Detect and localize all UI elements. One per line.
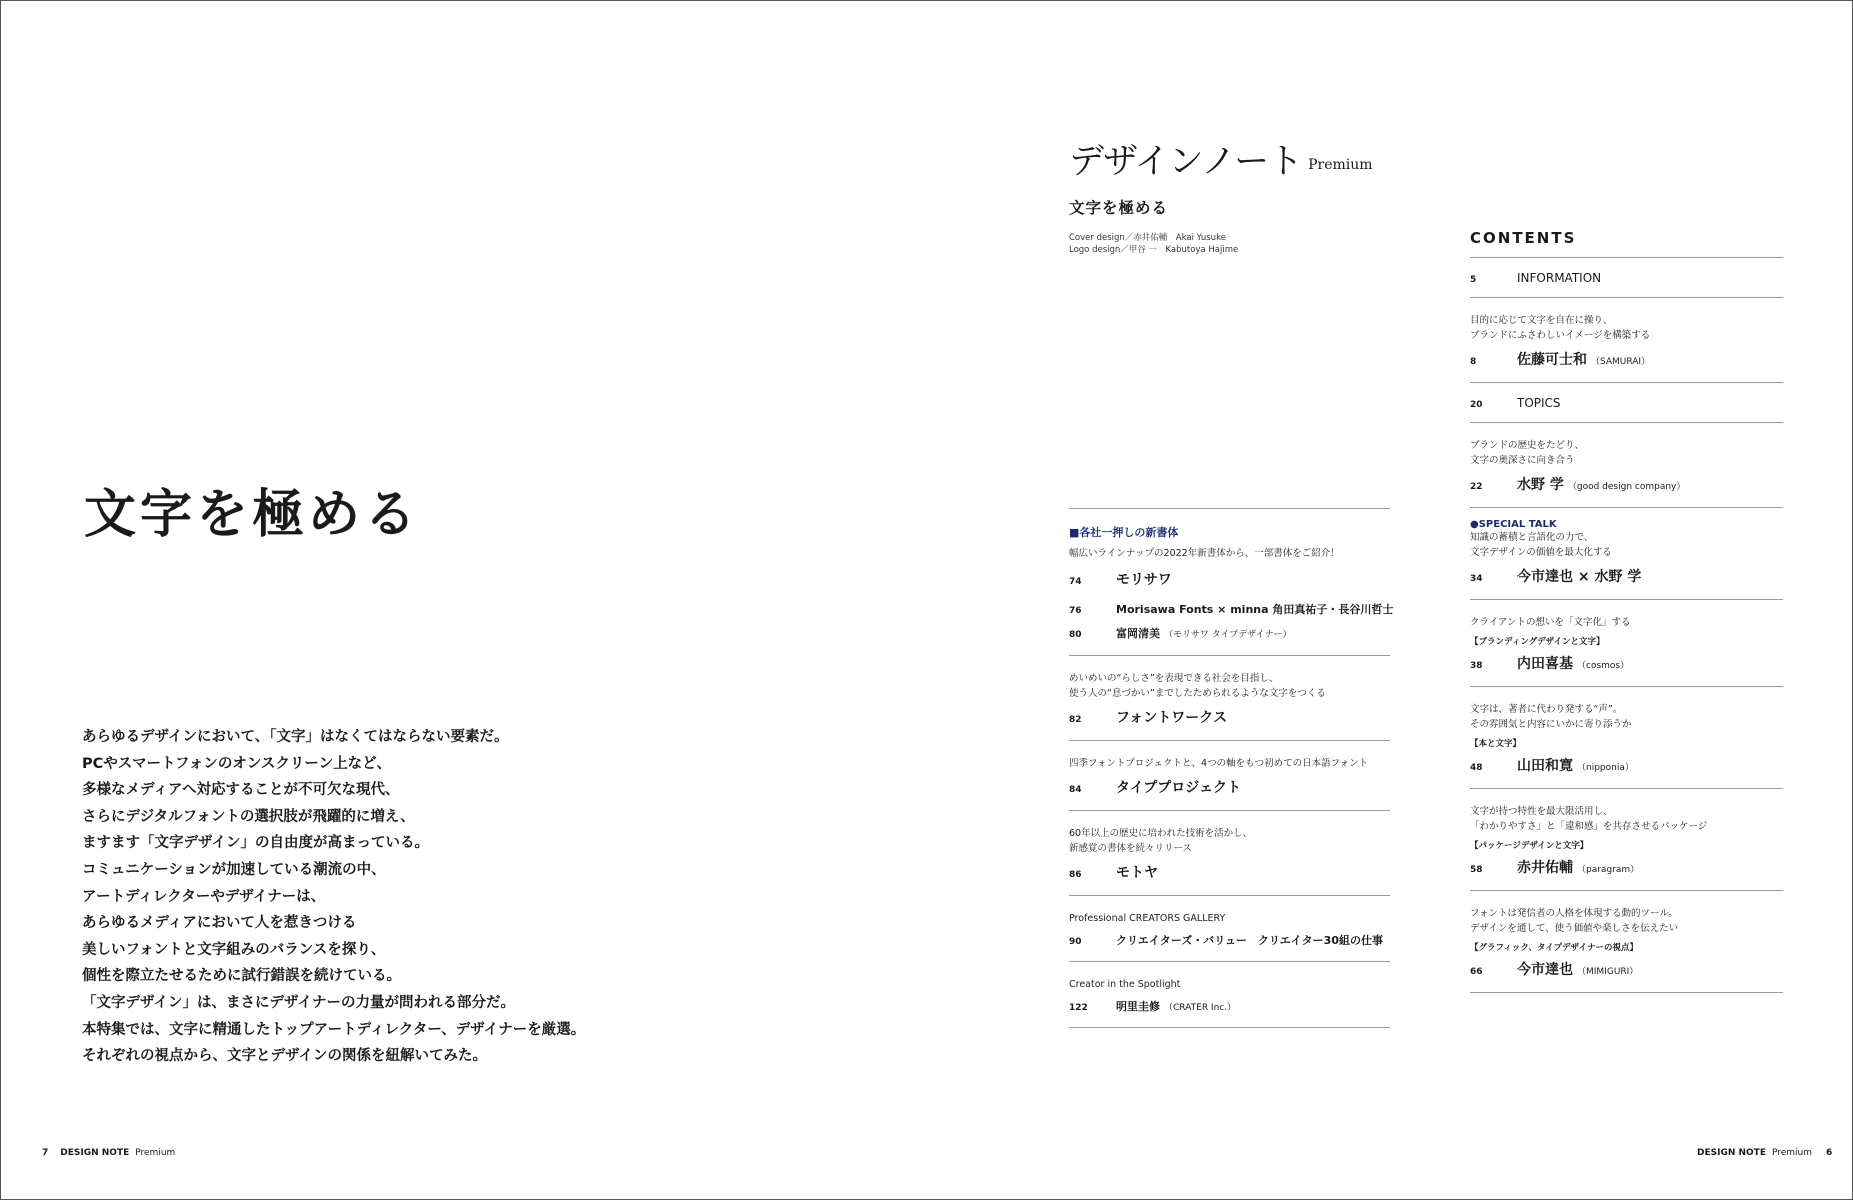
entry-description: Professional CREATORS GALLERY	[1069, 913, 1226, 924]
entry-description: 使う人の“息づかい”までしたためられるような文字をつくる	[1069, 688, 1326, 699]
toc-block	[1069, 962, 1390, 1027]
lead-line: あらゆるメディアにおいて人を惹きつける	[82, 915, 357, 932]
entry-name: モトヤ	[1116, 865, 1158, 881]
entry-page: 74	[1069, 577, 1082, 587]
toc-block	[1470, 600, 1783, 686]
entry-page: 5	[1470, 275, 1477, 285]
entry-page: 34	[1470, 574, 1483, 584]
entry-description: ブランドの歴史をたどり、	[1470, 440, 1585, 451]
entry-name: Morisawa Fonts × minna 角田真祐子・長谷川哲士	[1116, 603, 1394, 616]
entry-page: 90	[1069, 937, 1082, 947]
toc-entry[interactable]	[1069, 625, 1390, 641]
toc-block	[1470, 298, 1783, 382]
entry-name: 水野 学	[1517, 477, 1564, 493]
page-number: 6	[1826, 1148, 1833, 1158]
toc-entry[interactable]	[1470, 959, 1783, 979]
lead-line: 「文字デザイン」は、まさにデザイナーの力量が問われる部分だ。	[82, 994, 515, 1011]
toc-block	[1470, 423, 1783, 507]
entry-page: 38	[1470, 661, 1483, 671]
entry-description: クライアントの想いを「文字化」する	[1470, 617, 1631, 628]
toc-entry[interactable]	[1470, 653, 1783, 673]
entry-affiliation: （nipponia）	[1577, 763, 1634, 773]
toc-block	[1470, 891, 1783, 992]
toc-entry[interactable]	[1470, 566, 1783, 586]
logo-credit: Logo design／甲谷 一 Kabutoya Hajime	[1069, 245, 1239, 255]
toc-entry[interactable]	[1470, 349, 1783, 369]
entry-description: 目的に応じて文字を自在に操り、	[1470, 315, 1613, 326]
lead-line: 個性を際立たせるために試行錯誤を続けている。	[82, 968, 401, 985]
entry-name: 佐藤可士和	[1517, 352, 1587, 368]
toc-block	[1470, 258, 1783, 297]
entry-page: 20	[1470, 400, 1483, 410]
toc-entry[interactable]	[1470, 857, 1783, 877]
entry-description: 新感覚の書体を続々リリース	[1069, 843, 1193, 854]
lead-line: 美しいフォントと文字組みのバランスを探り、	[82, 941, 386, 958]
entry-page: 66	[1470, 967, 1483, 977]
toc-entry[interactable]	[1069, 601, 1394, 617]
toc-block	[1069, 741, 1390, 810]
special-talk-label: ●SPECIAL TALK	[1470, 519, 1557, 530]
entry-description: ブランドにふさわしいイメージを構築する	[1470, 330, 1651, 341]
toc-entry[interactable]	[1069, 707, 1390, 727]
entry-description: 60年以上の歴史に培われた技術を活かし、	[1069, 828, 1253, 839]
toc-entry[interactable]	[1069, 569, 1390, 589]
entry-affiliation: （SAMURAI）	[1591, 357, 1651, 367]
logo-subtitle: Premium	[1308, 157, 1373, 173]
entry-name: フォントワークス	[1116, 710, 1228, 726]
features-column	[1069, 508, 1394, 1028]
lead-line: それぞれの視点から、文字とデザインの関係を紐解いてみた。	[82, 1048, 487, 1065]
entry-description: 文字デザインの価値を最大化する	[1470, 547, 1612, 558]
toc-entry[interactable]	[1069, 932, 1390, 948]
section-heading: ■各社一押しの新書体	[1069, 526, 1179, 539]
section-description: 幅広いラインナップの2022年新書体から、一部書体をご紹介！	[1069, 548, 1340, 559]
entry-description: その雰囲気と内容にいかに寄り添うか	[1470, 719, 1632, 730]
entry-name: INFORMATION	[1517, 271, 1602, 285]
entry-page: 22	[1470, 482, 1483, 492]
entry-description: Creator in the Spotlight	[1069, 979, 1181, 990]
entry-affiliation: （MIMIGURI）	[1577, 967, 1639, 977]
toc-entry[interactable]	[1069, 998, 1390, 1014]
entry-affiliation: （モリサワ タイプデザイナー）	[1164, 630, 1292, 640]
toc-entry[interactable]	[1470, 474, 1783, 494]
entry-description: めいめいの“らしさ”を表現できる社会を目指し、	[1069, 673, 1279, 684]
entry-name: 今市達也	[1517, 962, 1573, 978]
entry-page: 82	[1069, 715, 1082, 725]
toc-entry[interactable]	[1069, 777, 1390, 797]
entry-description: フォントは発信者の人格を体現する動的ツール。	[1470, 908, 1678, 919]
toc-block	[1470, 789, 1783, 890]
lead-line: さらにデジタルフォントの選択肢が飛躍的に増え、	[82, 808, 415, 825]
entry-category: 【グラフィック、タイプデザイナーの視点】	[1470, 943, 1638, 953]
toc-entry[interactable]	[1470, 271, 1783, 285]
folio-brand: DESIGN NOTE	[1697, 1148, 1766, 1158]
entry-category: 【パッケージデザインと文字】	[1470, 841, 1589, 851]
entry-page: 8	[1470, 357, 1477, 367]
lead-line: アートディレクターやデザイナーは、	[82, 888, 326, 905]
toc-block	[1069, 896, 1390, 961]
folio-brand: DESIGN NOTE	[60, 1148, 130, 1158]
entry-description: デザインを通して、使う価値や楽しさを伝えたい	[1470, 923, 1679, 934]
lead-line: 多様なメディアへ対応することが不可欠な現代、	[82, 782, 400, 799]
folio-left	[42, 1148, 175, 1158]
toc-entry[interactable]	[1470, 396, 1783, 410]
lead-paragraph	[82, 724, 682, 1070]
page-number: 7	[42, 1148, 49, 1158]
magazine-logo: デザインノート	[1069, 142, 1303, 182]
entry-description: 知識の蓄積と言語化の力で、	[1470, 532, 1594, 543]
entry-description: 「わかりやすさ」と「違和感」を共存させるパッケージ	[1470, 821, 1708, 832]
toc-block	[1470, 508, 1783, 599]
lead-line: コミュニケーションが加速している潮流の中、	[82, 861, 386, 878]
entry-description: 文字が持つ特性を最大限活用し、	[1470, 806, 1613, 817]
contents-heading: CONTENTS	[1470, 229, 1577, 247]
toc-block	[1470, 383, 1783, 422]
entry-description: 文字は、著者に代わり発する“声”。	[1470, 704, 1623, 715]
entry-name: TOPICS	[1517, 396, 1561, 410]
issue-title: 文字を極める	[1069, 199, 1169, 217]
entry-name: クリエイターズ・バリュー クリエイター30組の仕事	[1116, 934, 1383, 947]
toc-block	[1069, 656, 1390, 740]
entry-category: 【本と文字】	[1470, 739, 1522, 749]
entry-page: 84	[1069, 785, 1082, 795]
feature-title: 文字を極める	[84, 485, 421, 545]
entry-affiliation: （cosmos）	[1577, 661, 1630, 671]
folio-sub: Premium	[1771, 1148, 1813, 1158]
lead-line: あらゆるデザインにおいて、「文字」はなくてはならない要素だ。	[82, 729, 509, 745]
entry-name: 山田和寛	[1517, 758, 1573, 774]
entry-name: 今市達也 × 水野 学	[1517, 569, 1642, 585]
entry-description: 四季フォントプロジェクトと、4つの軸をもつ初めての日本語フォント	[1069, 758, 1369, 769]
toc-block	[1069, 811, 1390, 895]
entry-page: 80	[1069, 630, 1082, 640]
entry-page: 122	[1069, 1003, 1088, 1013]
lead-line: PCやスマートフォンのオンスクリーン上など、	[82, 755, 392, 772]
entry-affiliation: （CRATER Inc.）	[1164, 1003, 1237, 1013]
entry-page: 76	[1069, 606, 1082, 616]
credits	[1069, 232, 1373, 256]
cover-credit: Cover design／赤井佑輔 Akai Yusuke	[1069, 233, 1226, 243]
entry-name: 内田喜基	[1517, 656, 1573, 672]
entry-name: モリサワ	[1116, 572, 1172, 588]
entry-name: 明里圭修	[1116, 1000, 1160, 1013]
folio-sub: Premium	[135, 1148, 176, 1158]
masthead	[1069, 134, 1373, 256]
contents-column	[1470, 229, 1783, 993]
entry-affiliation: （good design company）	[1567, 482, 1686, 492]
divider	[1470, 992, 1783, 993]
entry-name: 赤井佑輔	[1517, 860, 1573, 876]
entry-page: 48	[1470, 763, 1483, 773]
toc-entry[interactable]	[1069, 862, 1390, 882]
entry-page: 58	[1470, 865, 1483, 875]
divider	[1069, 1027, 1390, 1028]
entry-name: 富岡清美	[1116, 627, 1160, 640]
entry-affiliation: （paragram）	[1577, 865, 1640, 875]
lead-line: ますます「文字デザイン」の自由度が高まっている。	[82, 835, 429, 852]
entry-name: タイププロジェクト	[1116, 780, 1242, 796]
lead-line: 本特集では、文字に精通したトップアートディレクター、デザイナーを厳選。	[82, 1021, 586, 1038]
entry-page: 86	[1069, 870, 1082, 880]
entry-category: 【ブランディングデザインと文字】	[1470, 637, 1605, 647]
folio-right	[1697, 1148, 1832, 1158]
divider	[1069, 508, 1390, 509]
toc-entry[interactable]	[1470, 755, 1783, 775]
toc-block	[1470, 687, 1783, 788]
entry-description: 文字の奥深さに向き合う	[1470, 455, 1575, 466]
